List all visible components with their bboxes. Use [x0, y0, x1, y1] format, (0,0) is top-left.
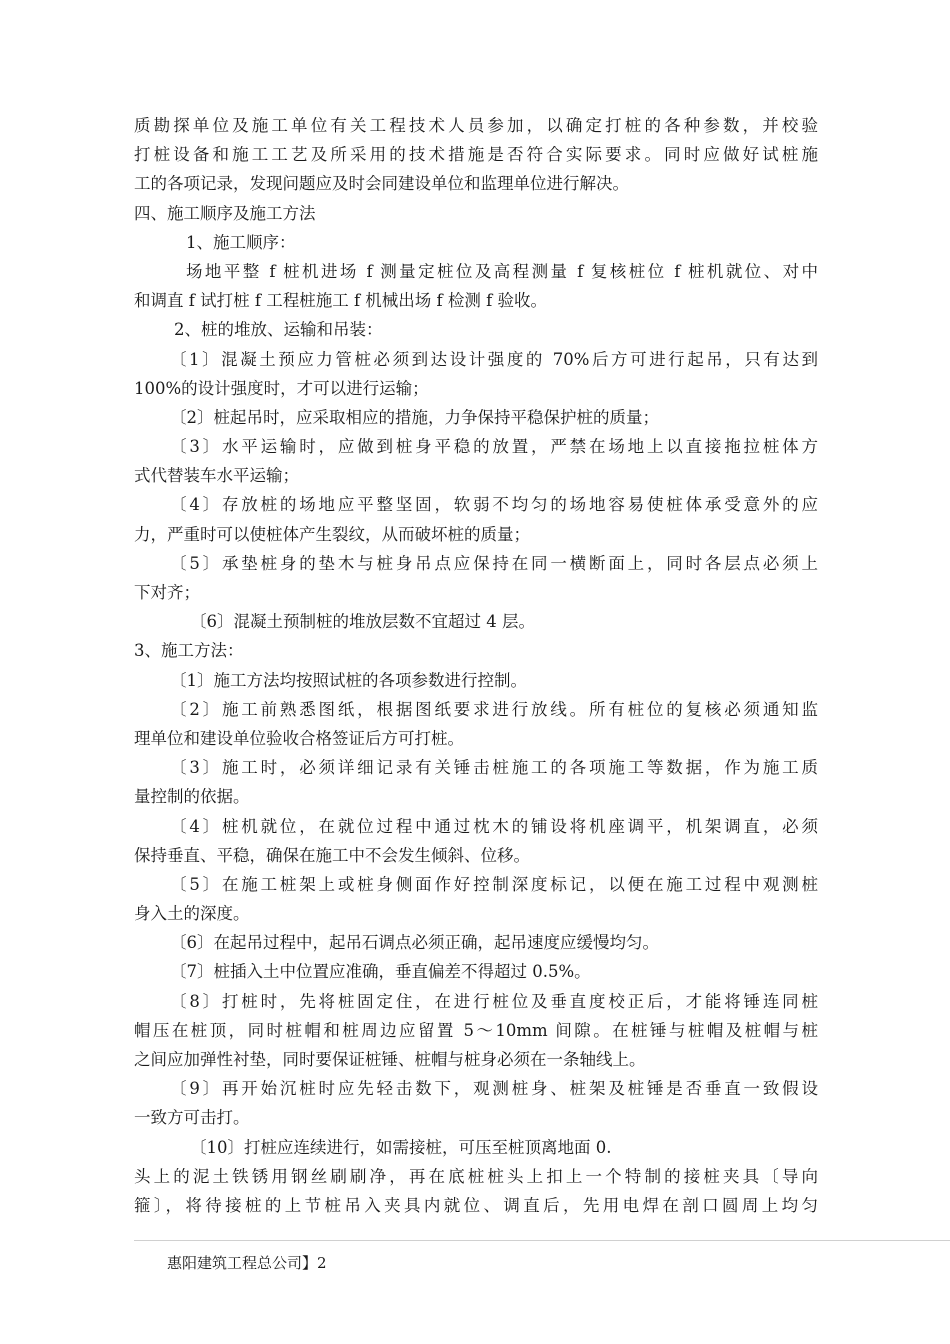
text-line: 〔6〕混凝土预制桩的堆放层数不宜超过 4 层。 — [190, 612, 535, 632]
text-line: 〔8〕打桩时，先将桩固定住，在进行桩位及垂直度校正后，才能将锤连同桩 — [170, 991, 818, 1011]
text-line: 1、施工顺序： — [186, 232, 296, 252]
text-line: 箍〕，将待接桩的上节桩吊入夹具内就位、调直后，先用电焊在剖口圆周上均匀 — [134, 1195, 818, 1215]
text-line: 〔1〕施工方法均按照试桩的各项参数进行控制。 — [170, 670, 527, 690]
text-line: 和调直 f 试打桩 f 工程桩施工 f 机械出场 f 检测 f 验收。 — [134, 291, 547, 311]
text-line: 〔4〕桩机就位，在就位过程中通过枕木的铺设将机座调平，机架调直，必须 — [170, 816, 818, 836]
text-line: 量控制的依据。 — [134, 787, 250, 807]
text-line: 身入土的深度。 — [134, 904, 250, 924]
text-line: 3、施工方法： — [134, 641, 244, 661]
text-line: 头上的泥土铁锈用钢丝刷刷净，再在底桩桩头上扣上一个特制的接桩夹具〔导向 — [134, 1166, 818, 1186]
text-line: 工的各项记录，发现问题应及时会同建设单位和监理单位进行解决。 — [134, 174, 629, 194]
text-line: 之间应加弹性衬垫，同时要保证桩锤、桩帽与桩身必须在一条轴线上。 — [134, 1050, 646, 1069]
text-line: 2、桩的堆放、运输和吊装： — [174, 320, 383, 340]
text-line: 〔7〕桩插入土中位置应准确，垂直偏差不得超过 0.5%。 — [170, 962, 591, 982]
text-line: 理单位和建设单位验收合格签证后方可打桩。 — [134, 728, 464, 748]
text-line: 〔9〕再开始沉桩时应先轻击数下，观测桩身、桩架及桩锤是否垂直一致假设 — [170, 1079, 818, 1099]
footer-divider — [134, 1240, 950, 1241]
text-line: 力，严重时可以使桩体产生裂纹，从而破坏桩的质量； — [134, 524, 530, 544]
text-line: 〔5〕在施工桩架上或桩身侧面作好控制深度标记，以便在施工过程中观测桩 — [170, 874, 818, 894]
text-line: 保持垂直、平稳，确保在施工中不会发生倾斜、位移。 — [134, 845, 530, 865]
text-line: 帽压在桩顶，同时桩帽和桩周边应留置 5〜10mm 间隙。在桩锤与桩帽及桩帽与桩 — [134, 1020, 818, 1040]
text-line: 100%的设计强度时，才可以进行运输； — [134, 378, 429, 398]
text-line: 打桩设备和施工工艺及所采用的技术措施是否符合实际要求。同时应做好试桩施 — [134, 145, 818, 165]
text-line: 式代替装车水平运输； — [134, 466, 299, 486]
text-line: 〔2〕桩起吊时，应采取相应的措施，力争保持平稳保护桩的质量； — [170, 407, 659, 427]
text-line: 〔1〕混凝土预应力管桩必须到达设计强度的 70%后方可进行起吊，只有达到 — [170, 349, 818, 369]
text-line: 〔3〕水平运输时，应做到桩身平稳的放置，严禁在场地上以直接拖拉桩体方 — [170, 437, 818, 457]
text-line: 〔2〕施工前熟悉图纸，根据图纸要求进行放线。所有桩位的复核必须通知监 — [170, 699, 818, 719]
text-line: 〔6〕在起吊过程中，起吊石调点必须正确，起吊速度应缓慢均匀。 — [170, 933, 659, 953]
text-line: 〔3〕施工时，必须详细记录有关锤击桩施工的各项施工等数据，作为施工质 — [170, 758, 818, 778]
text-line: 质勘探单位及施工单位有关工程技术人员参加，以确定打桩的各种参数，并校验 — [134, 116, 818, 135]
text-line: 〔5〕承垫桩身的垫木与桩身吊点应保持在同一横断面上，同时各层点必须上 — [170, 553, 818, 573]
text-line: 〔4〕存放桩的场地应平整坚固，软弱不均匀的场地容易使桩体承受意外的应 — [170, 495, 818, 515]
text-line: 场地平整 f 桩机进场 f 测量定桩位及高程测量 f 复核桩位 f 桩机就位、对中 — [186, 261, 818, 281]
body-text — [134, 111, 818, 1220]
text-line: 四、施工顺序及施工方法 — [134, 203, 316, 223]
text-line: 〔10〕打桩应连续进行，如需接桩，可压至桩顶离地面 0. — [190, 1137, 612, 1157]
text-line: 一致方可击打。 — [134, 1108, 250, 1128]
page-footer: 惠阳建筑工程总公司】2 — [167, 1254, 327, 1272]
text-line: 下对齐； — [134, 583, 200, 602]
